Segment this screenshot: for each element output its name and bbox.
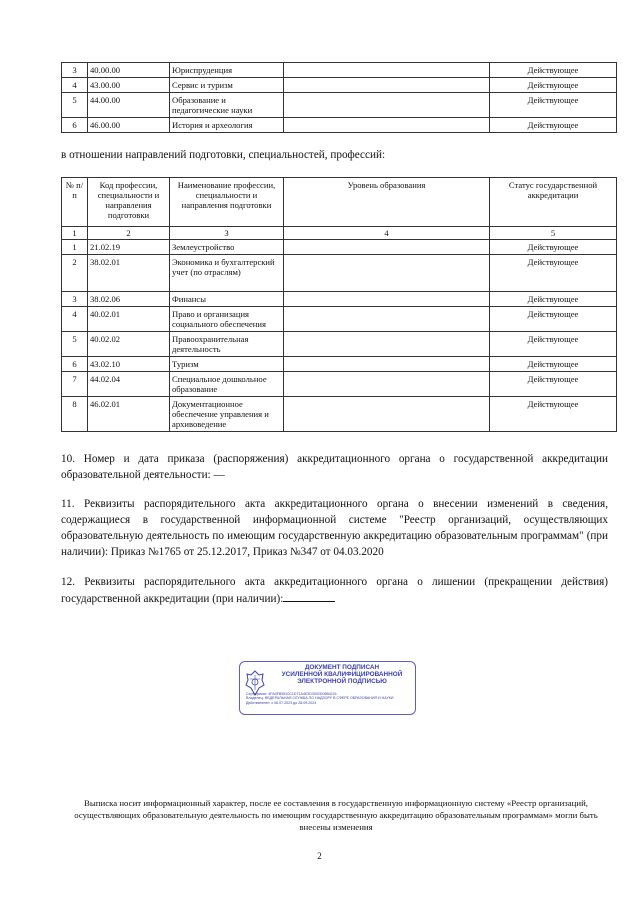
- cell-name: Правоохранительная деятельность: [170, 332, 284, 357]
- table-row: [62, 372, 617, 397]
- header-num: № п/п: [62, 178, 88, 227]
- cell-status: Действующее: [490, 93, 617, 118]
- stamp-title-line: ДОКУМЕНТ ПОДПИСАН: [304, 664, 380, 671]
- clause-11: 11. Реквизиты распорядительного акта аккредитационного органа о внесении изменений в сведения, содержащиеся в государственной информационной системе "Реестр организаций, осуществляющих образовательную деятельность по имеющим государственную аккредитацию образовательным программам" (при наличии): Приказ №1765 от 25.12.2017, Приказ №347 от 04.03.2020: [61, 498, 608, 558]
- cell-code: 43.00.00: [88, 78, 170, 93]
- page-number: 2: [317, 851, 322, 861]
- cell-level: [284, 372, 490, 397]
- cell-status: Действующее: [490, 397, 617, 432]
- cell-num: 7: [62, 372, 88, 397]
- clause-10: 10. Номер и дата приказа (распоряжения) аккредитационного органа о государственной аккредитации образовательной деятельности: —: [61, 453, 608, 481]
- cell-num: 6: [62, 357, 88, 372]
- cell-status: Действующее: [490, 292, 617, 307]
- cell-name: Право и организация социального обеспечения: [170, 307, 284, 332]
- cell-num: 5: [62, 332, 88, 357]
- cell-num: 1: [62, 240, 88, 255]
- intro-text: в отношении направлений подготовки, специальностей, профессий:: [61, 149, 386, 161]
- cell-code: 46.02.01: [88, 397, 170, 432]
- cell-status: Действующее: [490, 255, 617, 292]
- cell-name: Сервис и туризм: [170, 78, 284, 93]
- cell-num: 4: [62, 78, 88, 93]
- cell-level: [284, 397, 490, 432]
- cell-name: Землеустройство: [170, 240, 284, 255]
- stamp-owner: Владелец: ФЕДЕРАЛЬНАЯ СЛУЖБА ПО НАДЗОРУ В СФЕРЕ ОБРАЗОВАНИЯ И НАУКИ: [246, 696, 394, 701]
- table-row: [62, 240, 617, 255]
- stamp-valid: Действителен: с 06.07.2023 до 28.09.2024: [246, 700, 317, 705]
- cell-name: Образование и педагогические науки: [170, 93, 284, 118]
- cell-num: 6: [62, 118, 88, 133]
- table-row: [62, 332, 617, 357]
- index-cell: 4: [284, 227, 490, 240]
- cell-level: [284, 292, 490, 307]
- table-row: [62, 118, 617, 133]
- cell-name: Документационное обеспечение управления и архивоведение: [170, 397, 284, 432]
- cell-level: [284, 93, 490, 118]
- header-level: Уровень образования: [284, 178, 490, 227]
- stamp-title-line: ЭЛЕКТРОННОЙ ПОДПИСЬЮ: [297, 678, 387, 686]
- cell-code: 21.02.19: [88, 240, 170, 255]
- table-row: [62, 78, 617, 93]
- cell-level: [284, 255, 490, 292]
- header-status: Статус государственной аккредитации: [490, 178, 617, 227]
- cell-level: [284, 118, 490, 133]
- cell-name: Специальное дошкольное образование: [170, 372, 284, 397]
- stamp-title-line: УСИЛЕННОЙ КВАЛИФИЦИРОВАННОЙ: [281, 671, 403, 679]
- stamp-certificate: Сертификат: 4FA0FB5510C1D71A4E3D3002D06B4101: [246, 692, 337, 696]
- cell-status: Действующее: [490, 307, 617, 332]
- cell-level: [284, 78, 490, 93]
- cell-status: Действующее: [490, 78, 617, 93]
- cell-num: 2: [62, 255, 88, 292]
- header-name: Наименование профессии, специальности и направления подготовки: [170, 178, 284, 227]
- cell-num: 4: [62, 307, 88, 332]
- cell-num: 3: [62, 292, 88, 307]
- table-row: [62, 357, 617, 372]
- cell-name: Туризм: [170, 357, 284, 372]
- cell-num: 3: [62, 63, 88, 78]
- cell-code: 46.00.00: [88, 118, 170, 133]
- index-cell: 2: [88, 227, 170, 240]
- e-signature-stamp: [239, 661, 416, 715]
- table-row: [62, 307, 617, 332]
- cell-code: 40.00.00: [88, 63, 170, 78]
- cell-name: Юриспруденция: [170, 63, 284, 78]
- accreditation-table-groups: [61, 62, 617, 133]
- cell-code: 43.02.10: [88, 357, 170, 372]
- footer-note: Выписка носит информационный характер, после ее составления в государственную информационную систему «Реестр организаций, осуществляющих образовательную деятельность по имеющим государственную аккредитацию образовательным программам» могли быть внесены изменения: [74, 798, 598, 832]
- cell-num: 8: [62, 397, 88, 432]
- table-row: [62, 255, 617, 292]
- cell-status: Действующее: [490, 332, 617, 357]
- table-row: [62, 93, 617, 118]
- cell-level: [284, 63, 490, 78]
- cell-name: История и археология: [170, 118, 284, 133]
- table-row: [62, 63, 617, 78]
- cell-level: [284, 240, 490, 255]
- index-cell: 5: [490, 227, 617, 240]
- accreditation-table-programs: [61, 177, 617, 432]
- cell-status: Действующее: [490, 118, 617, 133]
- cell-level: [284, 307, 490, 332]
- table-row: [62, 397, 617, 432]
- index-cell: 1: [62, 227, 88, 240]
- table-row: [62, 292, 617, 307]
- cell-code: 44.00.00: [88, 93, 170, 118]
- cell-code: 38.02.06: [88, 292, 170, 307]
- cell-status: Действующее: [490, 372, 617, 397]
- cell-status: Действующее: [490, 357, 617, 372]
- clause-12-text: 12. Реквизиты распорядительного акта аккредитационного органа о лишении (прекращении действия) государственной аккредитации (при наличии):: [61, 576, 608, 605]
- index-cell: 3: [170, 227, 284, 240]
- cell-num: 5: [62, 93, 88, 118]
- cell-status: Действующее: [490, 63, 617, 78]
- cell-name: Финансы: [170, 292, 284, 307]
- cell-code: 44.02.04: [88, 372, 170, 397]
- table-header-row: [62, 178, 617, 227]
- stamp-meta: [246, 692, 414, 705]
- blank-line: [283, 590, 335, 602]
- clause-12: [61, 574, 608, 607]
- cell-level: [284, 332, 490, 357]
- header-code: Код профессии, специальности и направления подготовки: [88, 178, 170, 227]
- cell-status: Действующее: [490, 240, 617, 255]
- cell-level: [284, 357, 490, 372]
- table-index-row: [62, 227, 617, 240]
- stamp-title: [270, 664, 414, 686]
- cell-code: 38.02.01: [88, 255, 170, 292]
- cell-name: Экономика и бухгалтерский учет (по отраслям): [170, 255, 284, 292]
- cell-code: 40.02.01: [88, 307, 170, 332]
- cell-code: 40.02.02: [88, 332, 170, 357]
